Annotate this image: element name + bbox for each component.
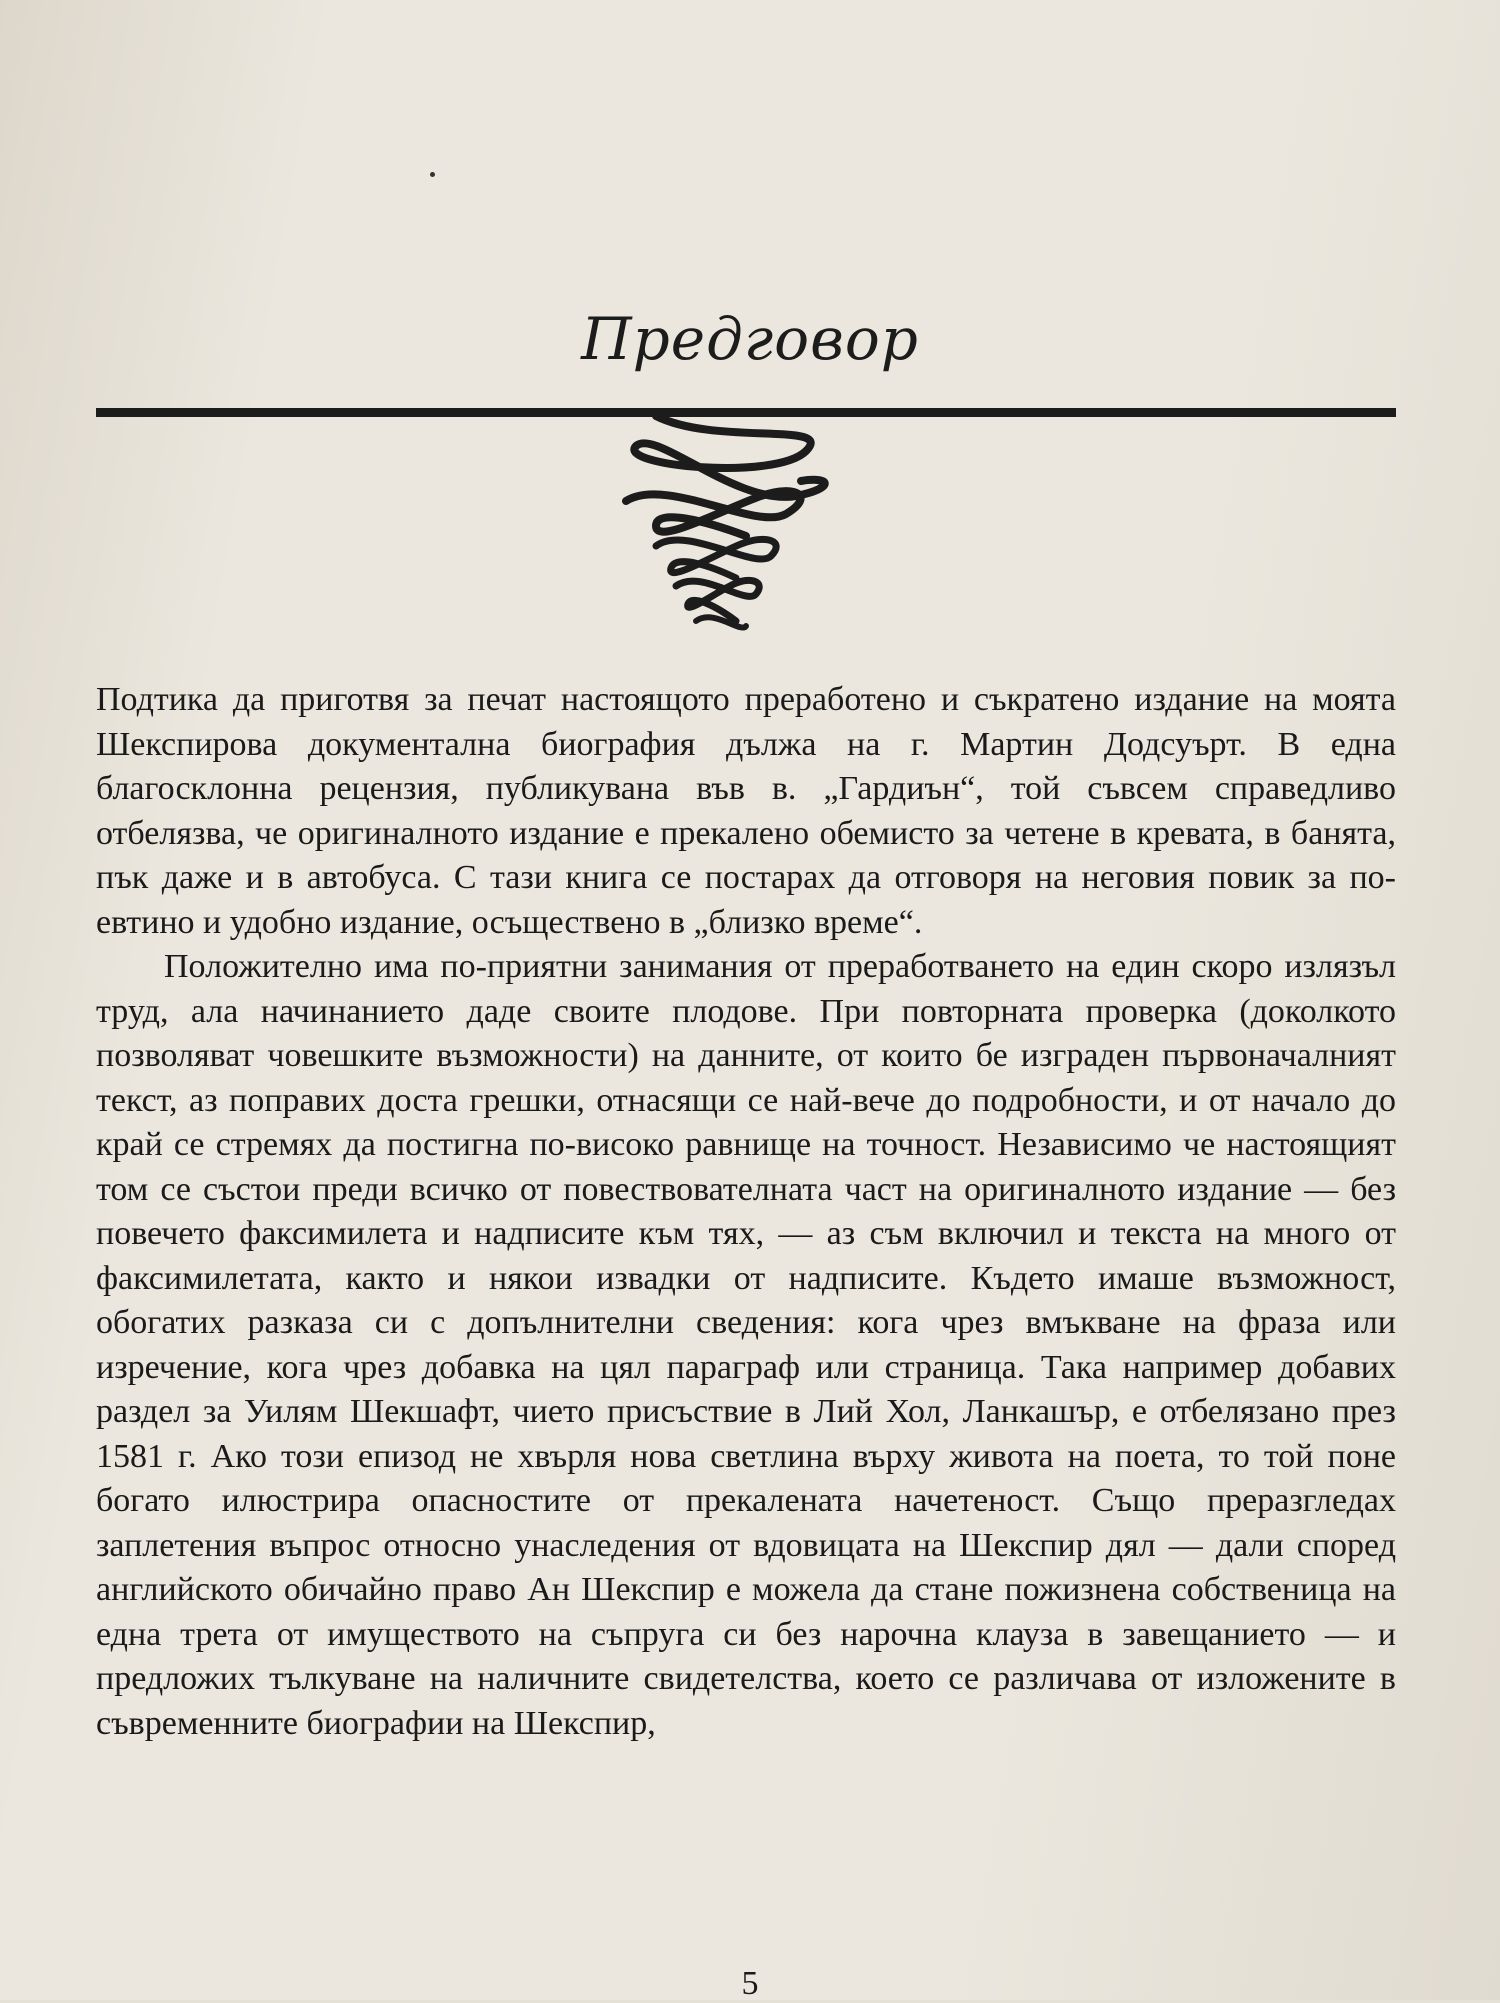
chapter-title: Предговор <box>581 305 919 373</box>
ink-speck <box>430 172 435 177</box>
flourish-ornament-icon <box>96 396 1396 646</box>
paragraph-2: Положително има по-приятни занимания от преработването на един скоро излязъл труд, ала начинанието даде своите плодове. При повторната проверка (доколкото позволяват човешките възможности) на данните, от които бе изграден първоначалният текст, аз поправих доста грешки, отнасящи се най-вече до подробности, и от начало до край се стремях да постигна по-високо равнище на точност. Независимо че настоящият том се състои преди всичко от повествователната част на оригиналното издание — без повечето факсимилета и надписите към тях, — аз съм включил и текста на много от факсимилетата, както и някои извадки от надписите. Където имаше възможност, обогатих разказа си с допълнителни сведения: кога чрез вмъкване на фраза или изречение, кога чрез добавка на цял параграф или страница. Така например добавих раздел за Уилям Шекшафт, чието присъствие в Лий Хол, Ланкашър, е отбелязано през 1581 г. Ако този епизод не хвърля нова светлина върху живота на поета, то той поне богато илюстрира опасностите от прекалената начетеност. Също преразгледах заплетения въпрос относно унаследения от вдовицата на Шекспир дял — дали според английското обичайно право Ан Шекспир е можела да стане пожизнена собственица на една трета от имуществото на съпруга си без нарочна клауза в завещанието — и предложих тълкуване на наличните свидетелства, което се различава от изложените в съвременните биографии на Шекспир, <box>96 948 1396 1742</box>
paragraph-1: Подтика да приготвя за печат настоящото преработено и съкратено издание на моята Шекспирова документална биография дължа на г. Мартин Додсуърт. В една благосклонна рецензия, публикувана във в. „Гардиън“, той съвсем справедливо отбелязва, че оригиналното издание е прекалено обемисто за четене в кревата, в банята, пък даже и в автобуса. С тази книга се постарах да отговоря на неговия повик за по-евтино и удобно издание, осъществено в „близко време“. <box>96 681 1396 941</box>
body-text <box>96 678 1396 1746</box>
page-number: 5 <box>741 1965 759 2002</box>
